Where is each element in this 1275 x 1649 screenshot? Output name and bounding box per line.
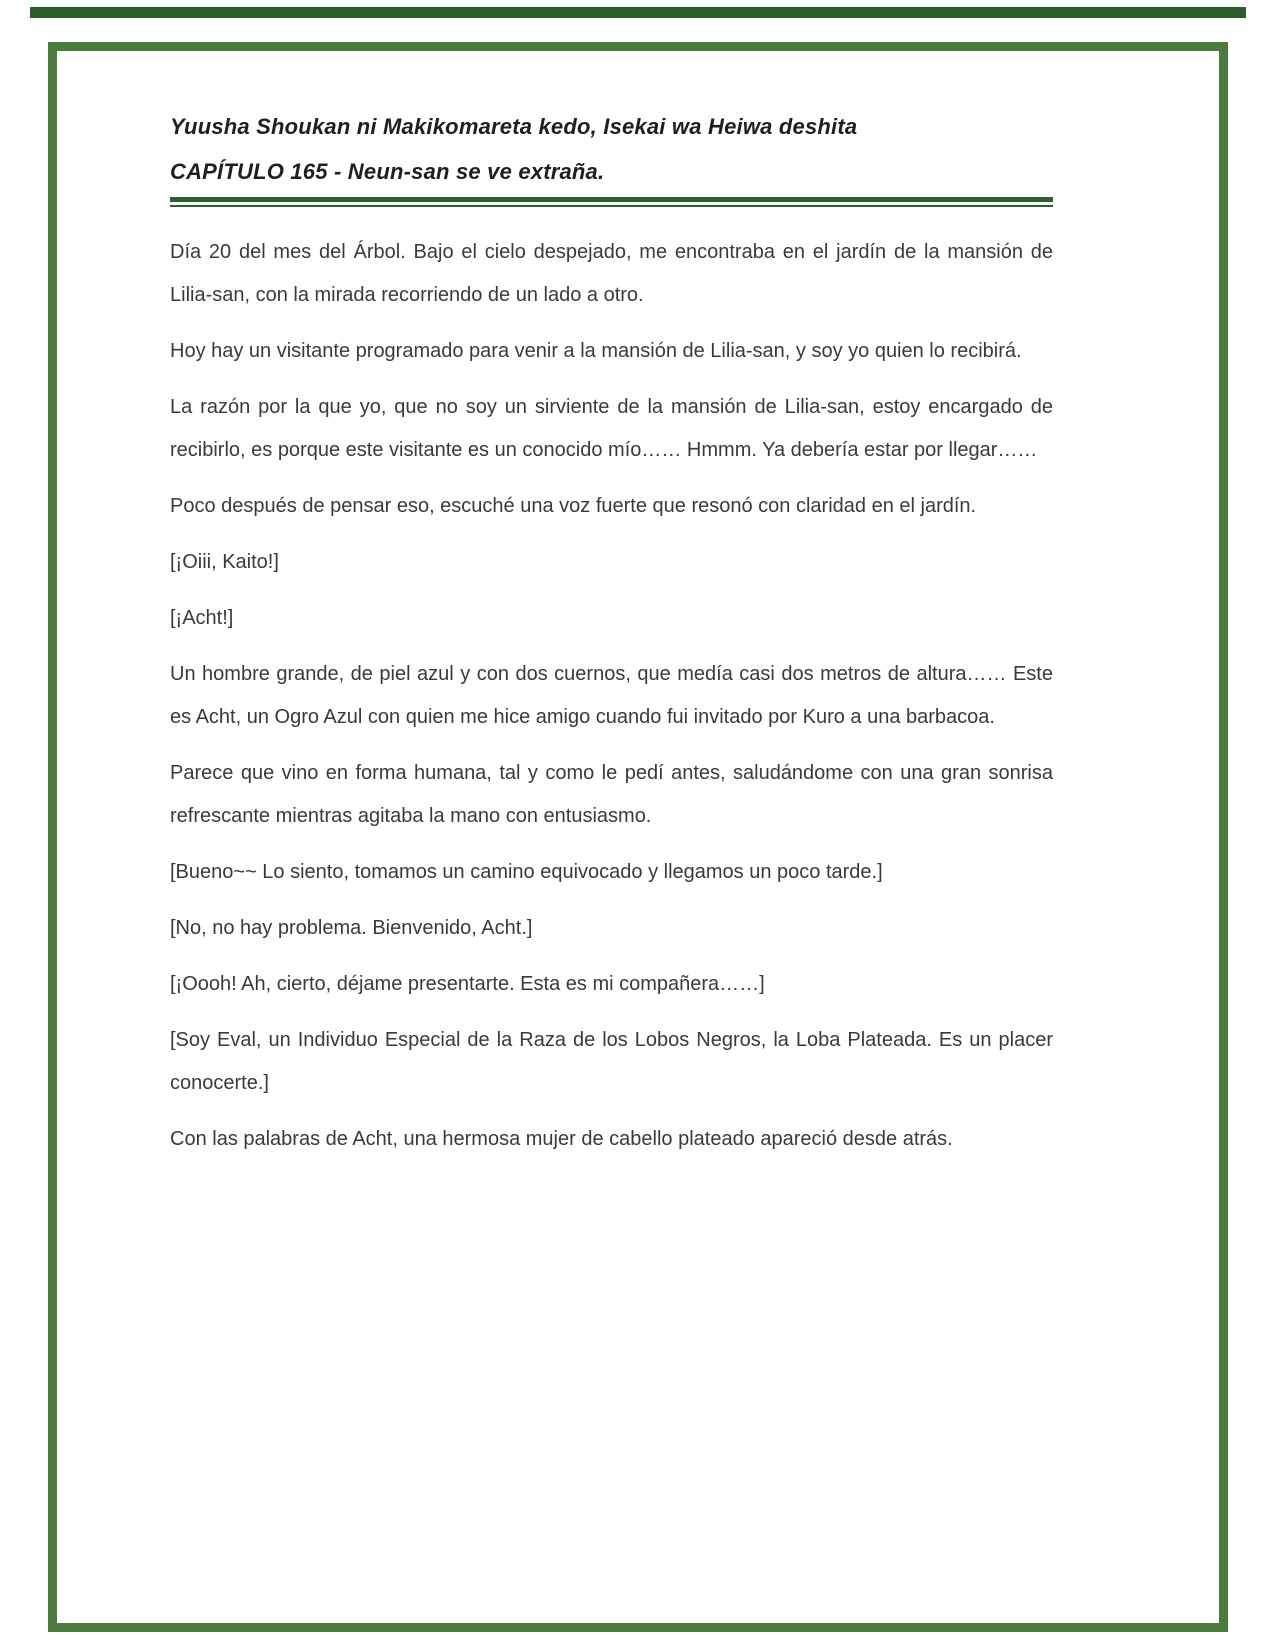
paragraph: La razón por la que yo, que no soy un sirviente de la mansión de Lilia-san, estoy encargado de recibirlo, es porque este visitante es un conocido mío…… Hmmm. Ya debería estar por llegar…… bbox=[170, 396, 1053, 461]
paragraph: Hoy hay un visitante programado para venir a la mansión de Lilia-san, y soy yo quien lo recibirá. bbox=[170, 340, 1022, 362]
page-frame bbox=[48, 42, 1228, 1632]
paragraph: [¡Oooh! Ah, cierto, déjame presentarte. Esta es mi compañera……] bbox=[170, 973, 765, 995]
series-title: Yuusha Shoukan ni Makikomareta kedo, Isekai wa Heiwa deshita bbox=[170, 114, 858, 139]
paragraph: [¡Acht!] bbox=[170, 607, 234, 629]
paragraph: [No, no hay problema. Bienvenido, Acht.] bbox=[170, 917, 533, 939]
paragraph: Un hombre grande, de piel azul y con dos cuernos, que medía casi dos metros de altura…… Este es Acht, un Ogro Azul con quien me hice amigo cuando fui invitado por Kuro a una barbacoa. bbox=[170, 663, 1053, 728]
paragraph: [¡Oiii, Kaito!] bbox=[170, 551, 279, 573]
title-divider bbox=[170, 197, 1053, 207]
top-border-bar bbox=[30, 7, 1246, 18]
chapter-title: CAPÍTULO 165 - Neun-san se ve extraña. bbox=[170, 159, 605, 184]
paragraph: [Soy Eval, un Individuo Especial de la Raza de los Lobos Negros, la Loba Plateada. Es un placer conocerte.] bbox=[170, 1029, 1053, 1094]
paragraph: Con las palabras de Acht, una hermosa mujer de cabello plateado apareció desde atrás. bbox=[170, 1128, 953, 1150]
paragraph: Poco después de pensar eso, escuché una voz fuerte que resonó con claridad en el jardín. bbox=[170, 495, 977, 517]
paragraph: Día 20 del mes del Árbol. Bajo el cielo despejado, me encontraba en el jardín de la mansión de Lilia-san, con la mirada recorriendo de un lado a otro. bbox=[170, 241, 1053, 306]
page-content bbox=[57, 51, 1219, 1161]
paragraph: Parece que vino en forma humana, tal y como le pedí antes, saludándome con una gran sonrisa refrescante mientras agitaba la mano con entusiasmo. bbox=[170, 762, 1053, 827]
paragraph: [Bueno~~ Lo siento, tomamos un camino equivocado y llegamos un poco tarde.] bbox=[170, 861, 883, 883]
chapter-body bbox=[170, 231, 1053, 1161]
